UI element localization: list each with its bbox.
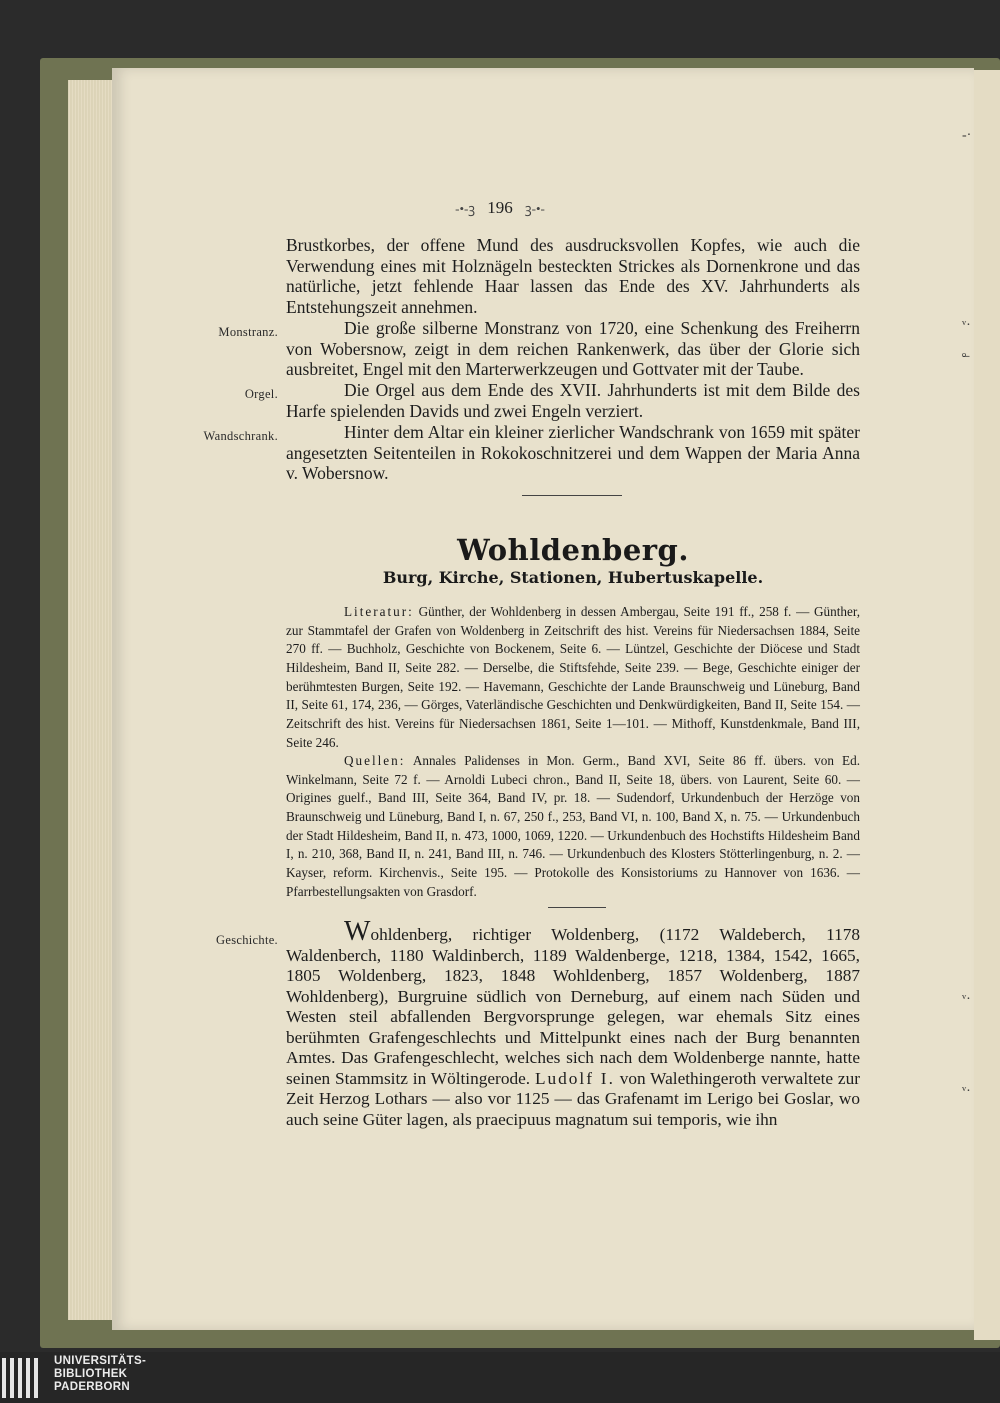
quellen-block xyxy=(286,752,860,901)
library-footer xyxy=(0,1352,1000,1403)
margin-note-monstranz: Monstranz. xyxy=(218,325,278,339)
literatur-label: Literatur: xyxy=(344,604,414,619)
logo-line-2: BIBLIOTHEK xyxy=(54,1368,128,1380)
quellen-text: Annales Palidenses in Mon. Germ., Band XVI, Seite 86 ff. übers. von Ed. Winkelmann, Seite 72 f. — Arnoldi Lubeci chron., Band II, Seite 18, übers. von Laurent, Seite 60. — Origines guelf., Band III, Seite 364, Band IV, pr. 18. — Sudendorf, Urkundenbuch der Herzöge von Braunschweig und Lüneburg, Band I, n. 67, 250 f., 253, Band VI, n. 100, Band X, n. 75. — Urkundenbuch der Stadt Hildesheim, Band II, n. 473, 1000, 1069, 1220. — Urkundenbuch des Hochstifts Hildesheim Band I, n. 210, 368, Band II, n. 241, Band III, n. 746. — Urkundenbuch des Klosters Stötterlingenburg, n. 2. — Kayser, reform. Kirchenvis., Seite 195. — Protokolle des Konsistoriums zu Hannover von 1636. — Pfarrbestellungsakten von Grasdorf. xyxy=(286,753,860,899)
right-page-edge xyxy=(974,70,1000,1340)
page-number: 196 xyxy=(487,198,513,217)
chapter-subtitle: Burg, Kirche, Stationen, Hubertuskapelle. xyxy=(382,568,764,587)
paragraph-geschichte xyxy=(286,916,860,1130)
library-logo-text xyxy=(54,1355,146,1394)
chapter-title: Wohldenberg. xyxy=(457,533,689,567)
edge-mark: ᵛ· xyxy=(962,1084,971,1099)
logo-line-3: PADERBORN xyxy=(54,1381,130,1393)
ornament-left: -•-ꝫ xyxy=(455,201,475,216)
edge-mark: ᵛ· xyxy=(962,992,971,1007)
section-divider xyxy=(522,495,622,496)
geschichte-name: Ludolf I. xyxy=(534,1068,615,1088)
geschichte-text-1: ohldenberg, richtiger Woldenberg, (1172 Waldeberch, 1178 Waldenberch, 1180 Waldinberch, 1189 Waldenberge, 1218, 1384, 1542, 1665, 1805 Woldenberg, 1823, 1848 Wohldenberg, 1857 Woldenberg, 1887 Wohldenberg), Burgruine südlich von Derneburg, auf einem nach Süden und Westen steil abfallenden Bergvorsprunge gelegen, war ehemals Sitz eines berühmten Grafengeschlechts und Mittelpunkt eines nach der Burg benannten Amtes. Das Grafengeschlecht, welches sich nach dem Woldenberge nannte, hatte seinen Stammsitz in Wöltingerode. xyxy=(286,925,860,1088)
section-divider xyxy=(548,907,606,908)
margin-note-wandschrank: Wandschrank. xyxy=(203,429,278,443)
page-number-header xyxy=(0,198,1000,218)
paragraph-continued: Brustkorbes, der offene Mund des ausdrucksvollen Kopfes, wie auch die Verwendung eines mit Holznägeln besteckten Strickes als Dornenkrone und das natürliche, jetzt fehlende Haar lassen das Ende des XV. Jahrhunderts als Entstehungszeit annehmen. xyxy=(286,235,860,318)
literatur-block xyxy=(286,603,860,752)
literatur-text: Günther, der Wohldenberg in dessen Ambergau, Seite 191 ff., 258 f. — Günther, zur Stammtafel der Grafen von Woldenberg in Zeitschrift des hist. Vereins für Niedersachsen 1884, Seite 270 ff. — Buchholz, Geschichte von Bockenem, Seite 6. — Lüntzel, Geschichte der Diöcese und Stadt Hildesheim, Band II, Seite 282. — Derselbe, die Stiftsfehde, Seite 239. — Bege, Geschichte einiger der berühmtesten Burgen, Seite 192. — Havemann, Geschichte der Lande Braunschweig und Lüneburg, Band II, Seite 61, 174, 236, — Görges, Vaterländische Geschichten und Denkwürdigkeiten, Band II, Seite 154. — Zeitschrift des hist. Vereins für Niedersachsen 1861, Seite 1—101. — Mithoff, Kunstdenkmale, Band III, Seite 246. xyxy=(286,604,860,750)
ornament-right: ꝫ-•- xyxy=(525,201,545,216)
edge-mark: ᵛ· xyxy=(962,318,971,333)
quellen-label: Quellen: xyxy=(344,753,406,768)
logo-line-1: UNIVERSITÄTS- xyxy=(54,1355,147,1367)
edge-mark: -· xyxy=(962,128,972,143)
library-logo-icon xyxy=(0,1354,46,1398)
drop-cap: W xyxy=(344,916,371,947)
paragraph-orgel: Die Orgel aus dem Ende des XVII. Jahrhunderts ist mit dem Bilde des Harfe spielenden Davids und zwei Engeln verziert. xyxy=(286,380,860,421)
edge-mark: ᵒ̶ xyxy=(962,350,967,365)
margin-note-orgel: Orgel. xyxy=(244,387,278,401)
geschichte-text-2: von Walethingeroth verwaltete zur Zeit Herzog Lothars — also vor 1125 — das Grafenamt im Lerigo bei Goslar, wo auch seine Güter lagen, als praecipuus magnatum sui temporis, wie ihn xyxy=(286,1068,860,1129)
paragraph-wandschrank: Hinter dem Altar ein kleiner zierlicher Wandschrank von 1659 mit später angesetzten Seitenteilen in Rokokoschnitzerei und dem Wappen der Maria Anna v. Wobersnow. xyxy=(286,422,860,484)
paragraph-monstranz: Die große silberne Monstranz von 1720, eine Schenkung des Freiherrn von Wobersnow, zeigt in dem reichen Rankenwerk, das über der Glorie sich ausbreitet, Engel mit den Marterwerkzeugen und Gottvater mit der Taube. xyxy=(286,318,860,380)
margin-note-geschichte: Geschichte. xyxy=(216,933,278,947)
